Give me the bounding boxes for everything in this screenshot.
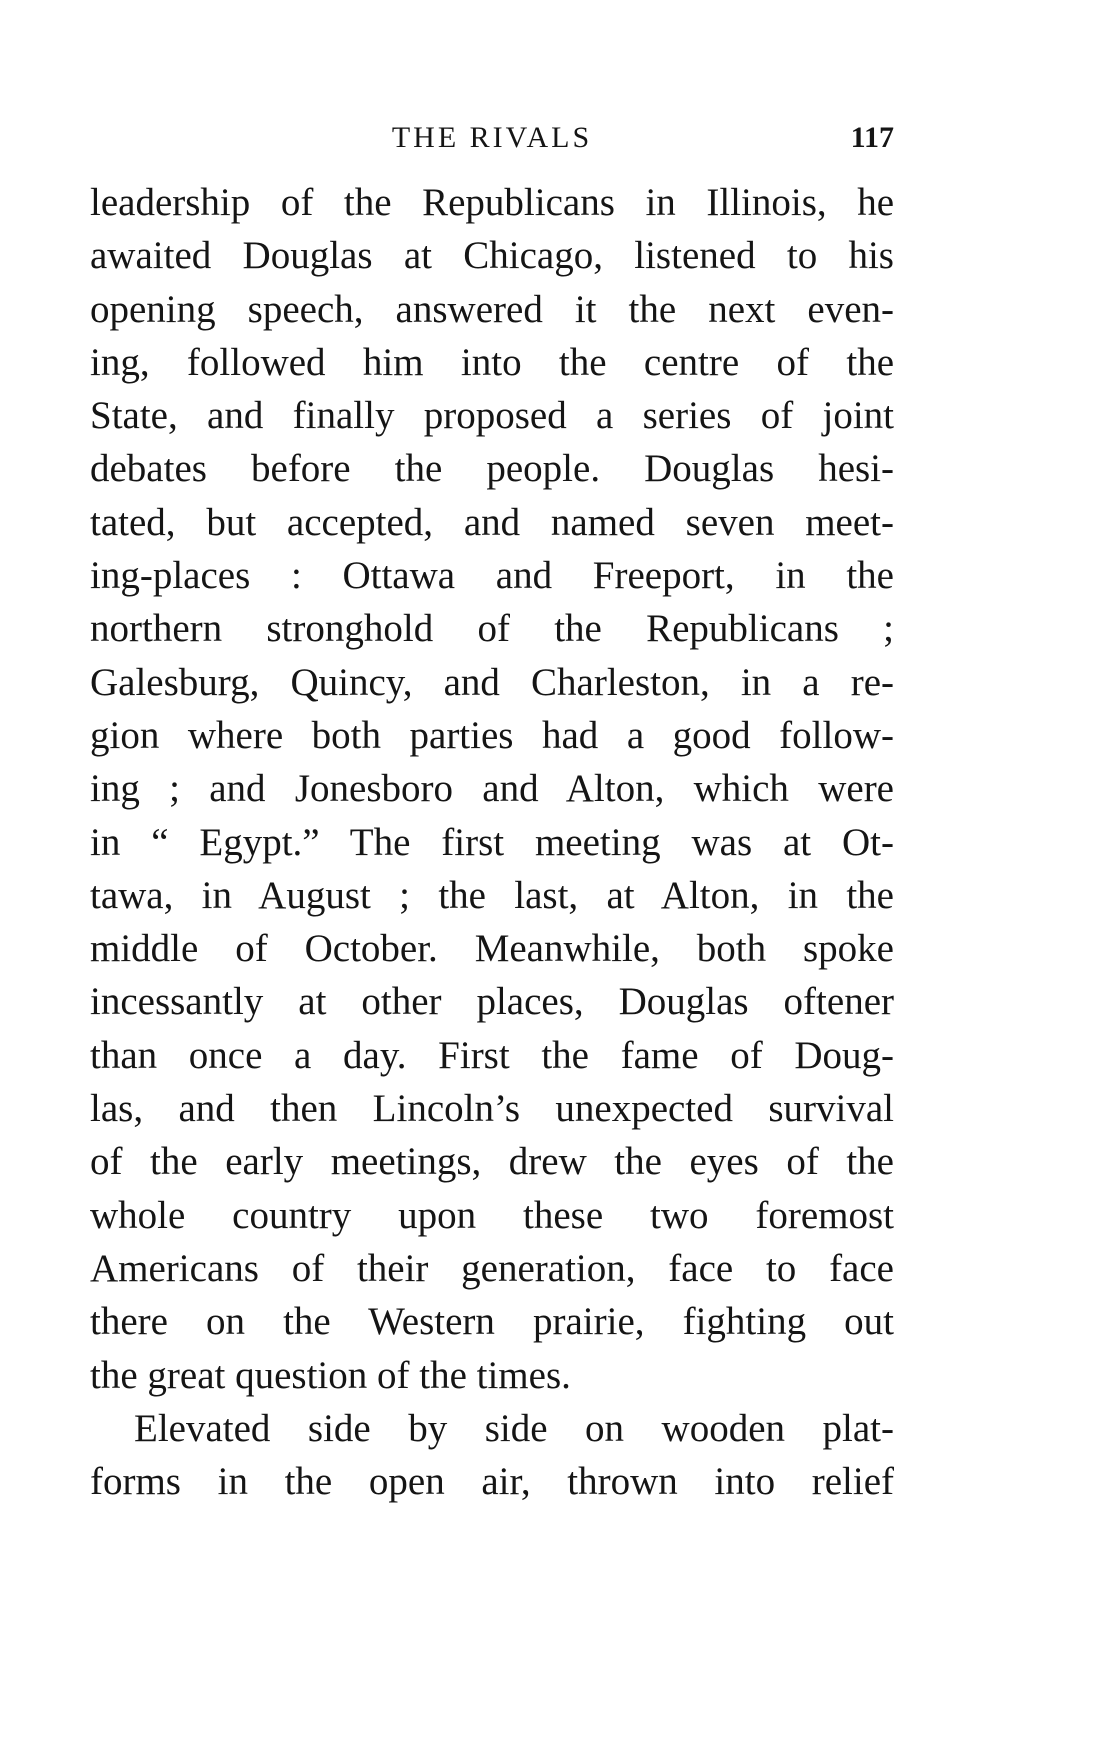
body-text: [90, 176, 894, 1508]
text-line: Americans of their generation, face to face: [90, 1246, 894, 1290]
paragraph-1: [90, 176, 894, 1402]
text-line: las, and then Lincoln’s unexpected survival: [90, 1087, 894, 1131]
text-line: middle of October. Meanwhile, both spoke: [90, 927, 894, 971]
text-line: in “ Egypt.” The first meeting was at Ot-: [90, 820, 894, 864]
text-line: ing-places : Ottawa and Freeport, in the: [90, 554, 894, 598]
text-line: tated, but accepted, and named seven meet-: [90, 500, 894, 544]
text-line: State, and finally proposed a series of joint: [90, 394, 894, 438]
text-line: there on the Western prairie, fighting out: [90, 1300, 894, 1344]
text-line: gion where both parties had a good follow-: [90, 713, 894, 757]
running-head: [90, 118, 894, 158]
text-line: Elevated side by side on wooden plat-: [134, 1406, 894, 1450]
text-line: leadership of the Republicans in Illinois, he: [90, 181, 894, 224]
text-line: of the early meetings, drew the eyes of the: [90, 1140, 894, 1184]
text-line: ing ; and Jonesboro and Alton, which were: [90, 767, 894, 811]
running-title: THE RIVALS: [391, 121, 593, 154]
text-line: northern stronghold of the Republicans ;: [90, 607, 894, 651]
text-line: awaited Douglas at Chicago, listened to his: [90, 234, 894, 278]
text-line: than once a day. First the fame of Doug-: [90, 1033, 894, 1077]
text-line: opening speech, answered it the next even-: [90, 287, 894, 331]
text-line: incessantly at other places, Douglas oftener: [90, 980, 894, 1024]
text-line: the great question of the times.: [90, 1353, 571, 1397]
text-line: ing, followed him into the centre of the: [90, 340, 894, 384]
paragraph-2: [90, 1402, 894, 1509]
text-line: tawa, in August ; the last, at Alton, in the: [90, 873, 894, 917]
text-line: Galesburg, Quincy, and Charleston, in a re-: [90, 660, 894, 704]
text-line: debates before the people. Douglas hesi-: [90, 447, 894, 491]
text-line: forms in the open air, thrown into relief: [90, 1460, 894, 1504]
page-number: 117: [850, 121, 894, 154]
text-line: whole country upon these two foremost: [90, 1193, 894, 1237]
